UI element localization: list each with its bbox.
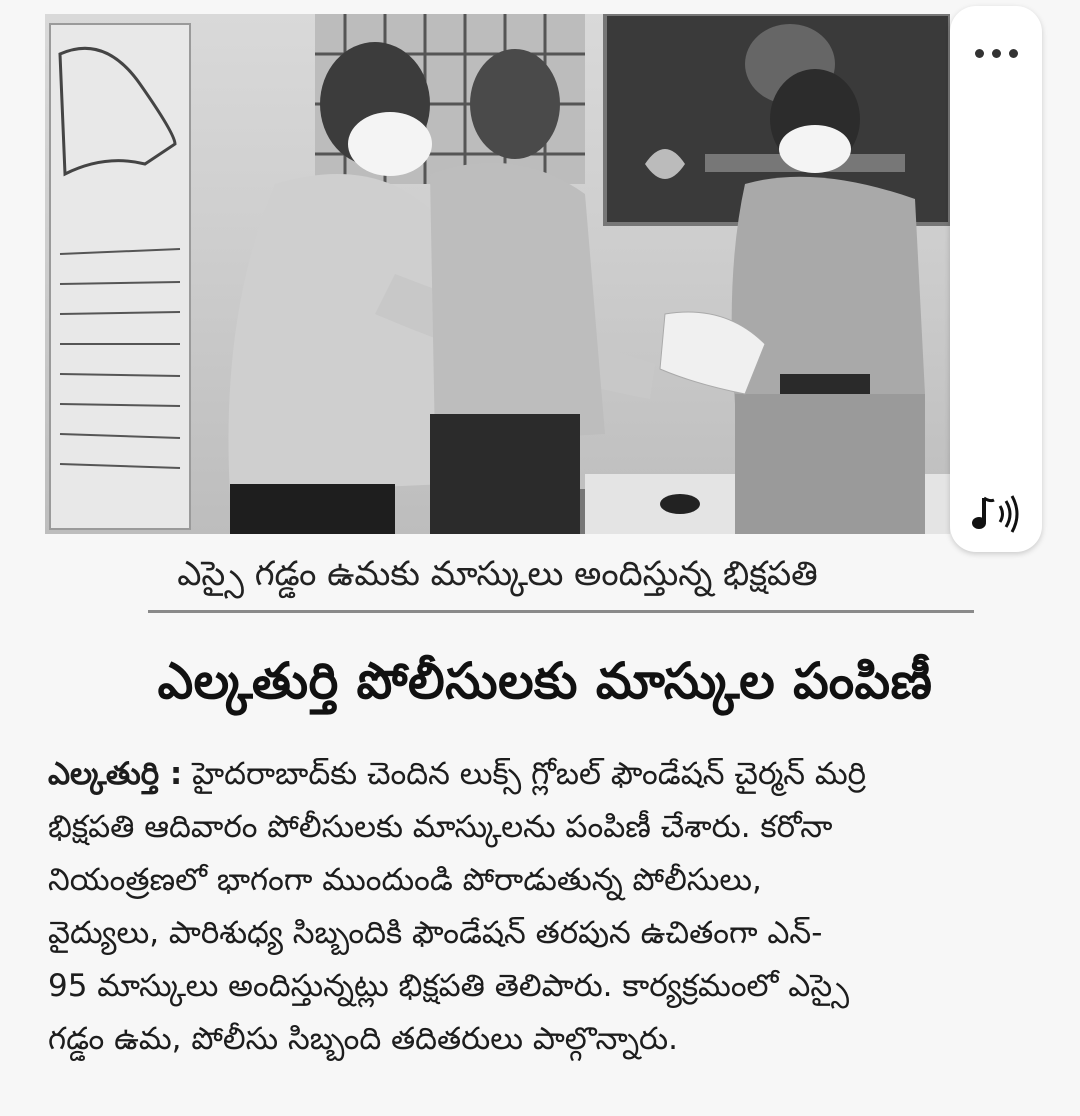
article-line: 95 మాస్కులు అందిస్తున్నట్లు భిక్షపతి తెలిపారు. కార్యక్రమంలో ఎస్సై [48,968,850,1004]
more-options-button[interactable] [964,28,1028,78]
more-dot [1009,49,1018,58]
more-dot [992,49,1001,58]
article-headline: ఎల్కతుర్తి పోలీసులకు మాస్కుల పంపిణీ [157,652,933,710]
article-line [48,748,1038,801]
floating-actions [950,6,1042,552]
caption-divider [148,610,974,613]
article-line-text: హైదరాబాద్‌కు చెందిన లుక్స్ గ్లోబల్ ఫౌండేషన్ చైర్మన్ మర్రి [192,756,867,792]
audio-speaker-icon [970,492,1022,536]
article-line: నియంత్రణలో భాగంగా ముందుండి పోరాడుతున్న పోలీసులు, [48,862,762,898]
photo-caption: ఎస్సై గడ్డం ఉమకు మాస్కులు అందిస్తున్న భిక్షపతి [177,554,818,594]
more-horizontal-icon [975,49,984,58]
audio-button[interactable] [964,484,1028,544]
photo-illustration [45,14,950,534]
article-body [48,748,1038,1066]
news-photo [45,14,950,534]
article-dateline: ఎల్కతుర్తి : [48,756,183,792]
article-line: వైద్యులు, పారిశుధ్య సిబ్బందికి ఫౌండేషన్ తరపున ఉచితంగా ఎన్- [48,915,823,951]
article-line: గడ్డం ఉమ, పోలీసు సిబ్బంది తదితరులు పాల్గొన్నారు. [48,1021,679,1057]
article-line: భిక్షపతి ఆదివారం పోలీసులకు మాస్కులను పంపిణీ చేశారు. కరోనా [48,809,833,845]
